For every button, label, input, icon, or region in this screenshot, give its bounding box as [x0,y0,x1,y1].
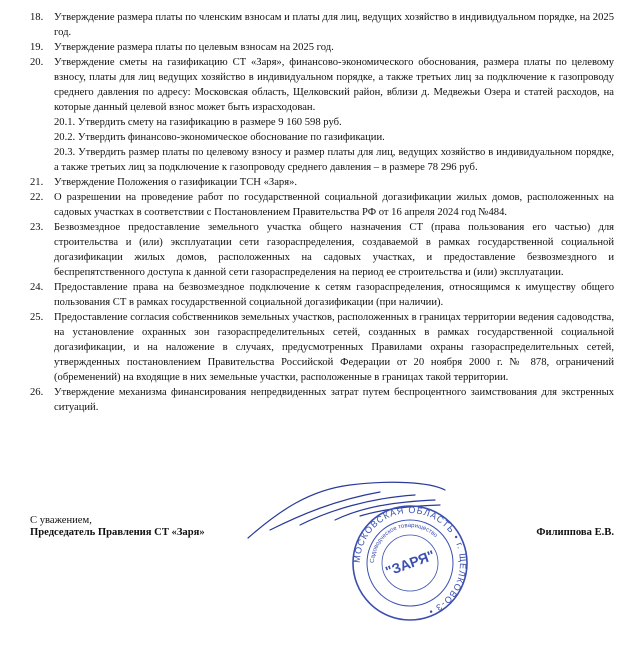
list-item-19 [30,40,614,55]
round-stamp [350,503,470,623]
item-number: 26. [30,387,44,398]
item-text: Утверждение механизма финансирования непредвиденных затрат путем беспроцентного заимствования для экстренных ситуаций. [54,387,614,413]
closing-salutation: С уважением, [30,515,92,526]
item-number: 19. [30,42,44,53]
item-number: 22. [30,192,44,203]
list-item-26 [30,385,614,415]
item-number: 25. [30,312,44,323]
item-number: 21. [30,177,44,188]
item-text: Предоставление права на безвозмездное подключение к сетям газораспределения, относящимся к имуществу общего пользования СТ в рамках государственной социальной догазификации (при наличии). [54,282,614,308]
item-text: Предоставление согласия собственников земельных участков, расположенных в границах территории ведения садоводства, на установление охранных зон газораспределительных сетей, созданных в рамках государственной социальной догазификации, и на наложение в случаях, предусмотренных Правилами охраны газораспределительных сетей, утвержденных постановлением Правительства Российской Федерации от 20 ноября 2000 г. № 878, ограничений (обременений) на входящие в них земельные участки, расположенные в границах такой территории. [54,312,614,383]
item-number: 24. [30,282,44,293]
list-item-25 [30,310,614,385]
list-item-24 [30,280,614,310]
item-number: 23. [30,222,44,233]
item-text: Безвозмездное предоставление земельного участка общего назначения СТ (права пользования его частью) для строительства и (или) эксплуатации сети газораспределения, создаваемой в рамках государственной социальной догазификации жилых домов, расположенных на садовых участках, и предоставление безвозмездного и беспрепятственного доступа к данной сети газораспределения на период ее строительства и (или) эксплуатации. [54,222,614,278]
item-text: Утверждение размера платы по целевым взносам на 2025 год. [54,42,334,53]
stamp-outer-text: МОСКОВСКАЯ ОБЛАСТЬ • г. ЩЕЛКОВО-3 • [351,504,469,618]
subitem-20-2: 20.2. Утвердить финансово-экономическое обоснование по газификации. [54,132,385,143]
document-body [30,10,614,415]
item-text: О разрешении на проведение работ по государственной социальной догазификации жилых домов, расположенных на садовых участках в соответствии с Постановлением Правительства РФ от 16 апреля 2024 год №484. [54,192,614,218]
item-text: Утверждение сметы на газификацию СТ «Заря», финансово-экономического обоснования, размера платы по целевому взносу, платы для лиц ведущих хозяйство в индивидуальном порядке, а также третьих лиц за подключение к газопроводу среднего давления по адресу: Московская область, Щелковский район, вблизи д. Медвежьи Озера и статей расходов, на которые данный целевой взнос может быть израсходован. [54,57,614,113]
subitem-20-1: 20.1. Утвердить смету на газификацию в размере 9 160 598 руб. [54,117,342,128]
stamp-inner-text: Садоводческое товарищество [369,522,439,564]
item-number: 20. [30,57,44,68]
item-number: 18. [30,12,44,23]
list-item-23 [30,220,614,280]
signatory-name: Филиппова Е.В. [536,527,614,538]
stamp-center-text: "ЗАРЯ" [383,546,437,580]
subitem-20-3: 20.3. Утвердить размер платы по целевому взносу и размер платы для лиц, ведущих хозяйство в индивидуальном порядке, а также третьих лиц за подключение к газопроводу среднего давления – в размере 78 296 руб. [54,147,614,173]
list-item-20 [30,55,614,115]
list-item-21 [30,175,614,190]
list-item-18 [30,10,614,40]
signature-line [30,527,614,538]
signatory-title: Председатель Правления СТ «Заря» [30,527,205,538]
list-item-22 [30,190,614,220]
item-text: Утверждение Положения о газификации ТСН «Заря». [54,177,298,188]
item-text: Утверждение размера платы по членским взносам и платы для лиц, ведущих хозяйство в индивидуальном порядке, на 2025 год. [54,12,614,38]
